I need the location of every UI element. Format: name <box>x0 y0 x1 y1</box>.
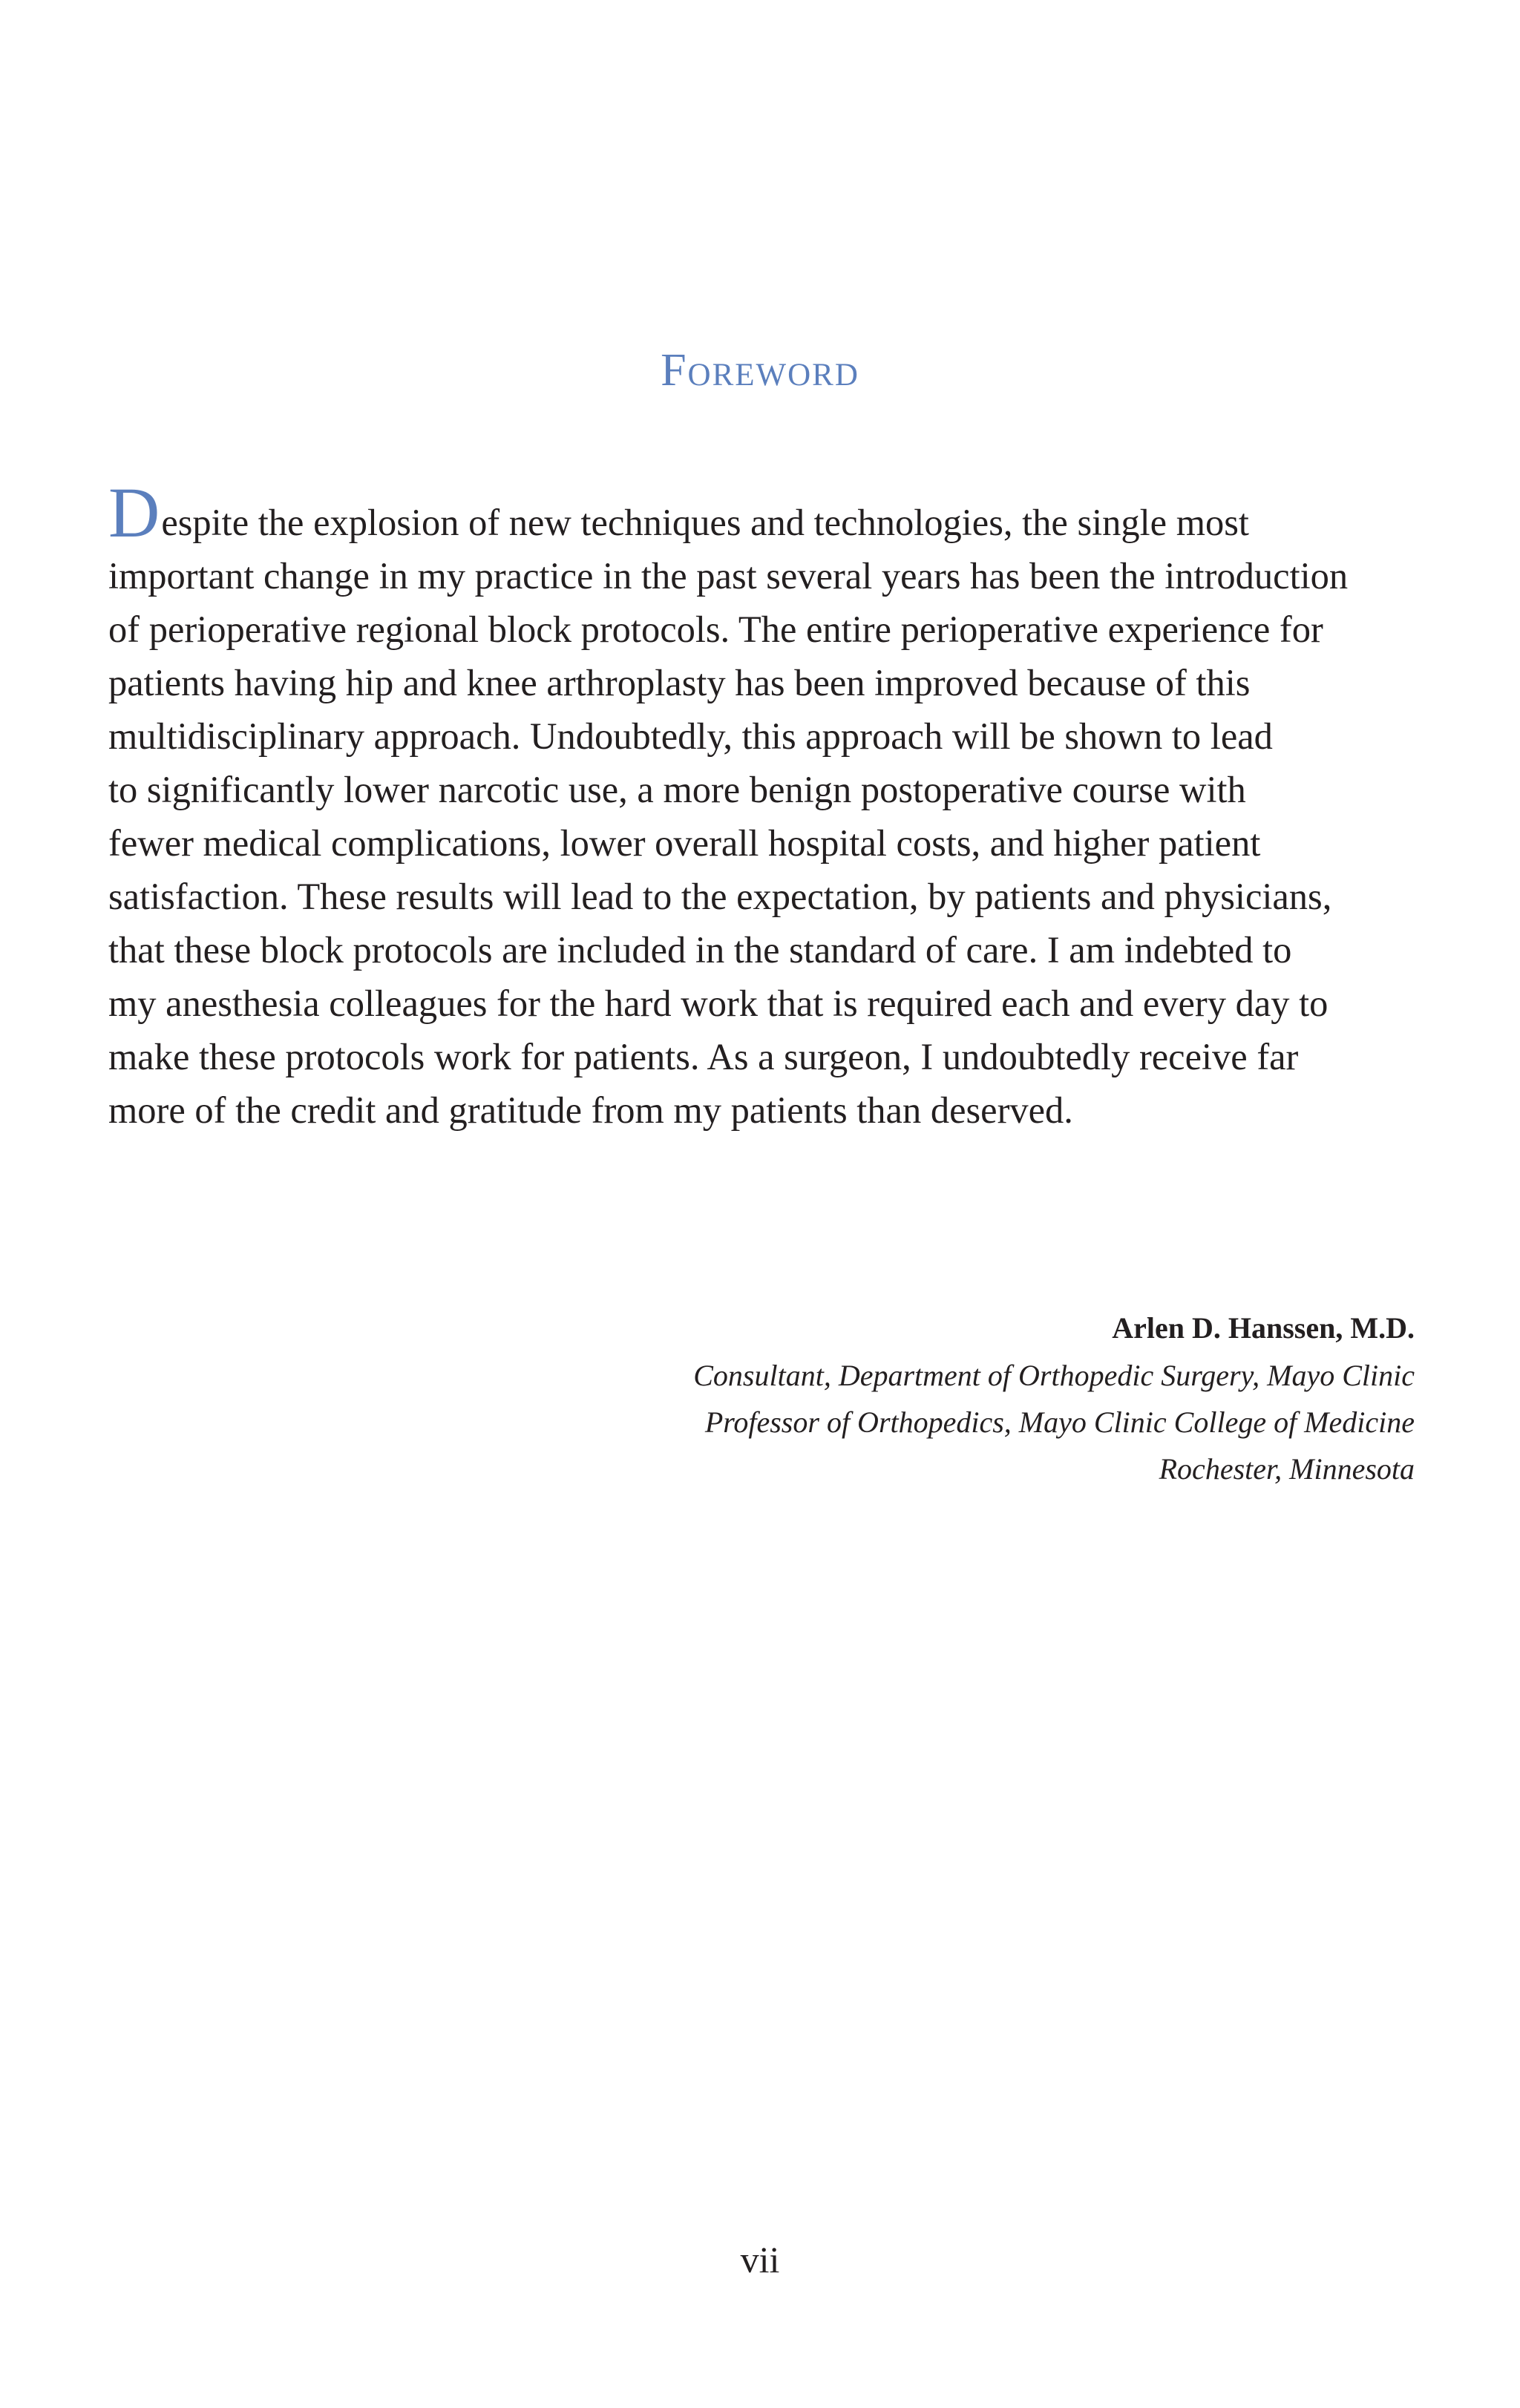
body-line: make these protocols work for patients. As a surgeon, I undoubtedly receive far <box>108 1036 1299 1077</box>
author-affiliation: Consultant, Department of Orthopedic Surgery, Mayo Clinic <box>693 1359 1415 1392</box>
body-line: more of the credit and gratitude from my patients than deserved. <box>108 1089 1073 1131</box>
body-line: fewer medical complications, lower overall hospital costs, and higher patient <box>108 822 1261 864</box>
foreword-body <box>108 473 1415 1137</box>
drop-cap: D <box>108 473 160 552</box>
page-number: vii <box>740 2239 780 2280</box>
body-line <box>108 473 1415 552</box>
body-line: multidisciplinary approach. Undoubtedly, this approach will be shown to lead <box>108 715 1273 757</box>
body-line: that these block protocols are included in the standard of care. I am indebted to <box>108 929 1292 971</box>
author-signature-block <box>450 1305 1415 1492</box>
body-line: my anesthesia colleagues for the hard work that is required each and every day to <box>108 982 1329 1024</box>
author-name: Arlen D. Hanssen, M.D. <box>1112 1311 1415 1345</box>
page-title: Foreword <box>661 345 859 396</box>
body-line-text: espite the explosion of new techniques and technologies, the single most <box>161 502 1249 543</box>
author-location: Rochester, Minnesota <box>1159 1452 1415 1486</box>
author-affiliation: Professor of Orthopedics, Mayo Clinic College of Medicine <box>704 1405 1415 1439</box>
body-line: patients having hip and knee arthroplasty has been improved because of this <box>108 662 1251 703</box>
body-line: satisfaction. These results will lead to the expectation, by patients and physicians, <box>108 876 1332 917</box>
body-line: important change in my practice in the past several years has been the introduction <box>108 555 1349 597</box>
body-line: of perioperative regional block protocols. The entire perioperative experience for <box>108 608 1323 650</box>
body-line: to significantly lower narcotic use, a more benign postoperative course with <box>108 769 1246 810</box>
